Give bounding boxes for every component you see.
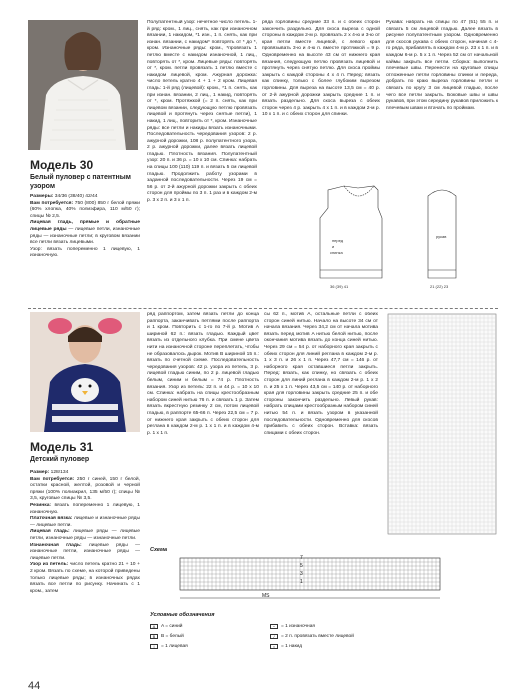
legend-item	[150, 634, 184, 640]
m31-face-value: лицевые ряды — лицевые петли, изнаночные ряды — изнаночные петли.	[30, 529, 140, 541]
sizes-value: 34/36 (38/40) 42/44	[53, 194, 98, 199]
legend-symbol: B	[150, 634, 158, 639]
legend-text: = 1 накид	[281, 644, 303, 649]
m31-col2-text: ряд раппортом, затем вязать петли до конца раппорта, заканчивать петлями после раппорта и 1 кром. Повторить с 1-го по 7-й р. Мотив A шириной 62 п.: вязать гладью. Каждый цвет вязать из отдельного клубка. При смене цвета нити на изнаночной стороне переплетать, чтобы не образовалось дырок. Мотив B шириной 15 п.: вязать по счетной схеме. Последовательность чередования узоров: 42 р. узора из петель, 3 р. лицевой гладью синим, по 2 р. лицевой гладью белым, синим и белым = 74 р. Плотность вязания. Узор из петель: 22 п. и 44 р. = 10 х 10 см. Спинка: набрать на спицы крестообразным набором синей нитью 76 п. и связать 1 р. Затем вязать вкрестную резинку 2 см, потом лицевой гладью, в раппорте 65-66 п. Через 22,5 см = 7 р. от нижнего края закрыть с обеих сторон для реглана в каждом 2-м р. 1 х 1 п. и в каждом 4-м р. 1 х 1 п.	[147, 312, 259, 436]
model-30-patterns	[300, 178, 500, 300]
legend-text: = 1 изнаночная	[281, 624, 315, 629]
col2-text: Полупатентный узор: нечетное число петель. 1-й ряд: кром., 1 лиц., снять, как при изнаночном вязании, 1 накидом, *1 изн., 1 п. снять, как при изнан. вязании, с накидом* повторять от * до *, кром. Изнаночные ряды: кром., *провязать 1 петлю вместе с накидом изнаночной, 1 лиц., повторять от *, кром. Лицевые ряды: повторять от *, кром. петли провязать 1 петлю вместе с накидом лицевой, кром. Ажурная дорожка: число петель кратно 4 + 1 + 2 кром. Лицевая гладь: 1-й ряд (лицевой): кром., *1 п. снять, как при изнан. вязании, 2 лиц., 1 накид, повторять от *, кром. Протяжкой (= 2 п. снять, как при лицевом вязании, следующую петлю провязать лицевой и протянуть через снятые петли), 1 накид, 1 лиц., повторить от *, кром. Изнаночные ряды: все петли и накиды вязать изнаночными. Последовательность чередования узоров: 2 р. ажурной дорожки, 108 р. полупатентного узора, 2 р. ажурной дорожки, далее вязать лицевой гладью. Плотность вязания. Полупатентный узор: 20 п. и 36 р. = 10 х 10 см. Спинка: набрать на спицы 100 (110) 119 п. и вязать 5 см лицевой гладью. Продолжить работу узорами в заданной последовательности. Через 19 см = 56 р. от 2-й ажурной дорожки закрыть с обеих сторон для проймы по 3 п. 1 раз и в каждом 2-м р. 3 х 2 п. и 3 х 1 п.	[147, 20, 257, 204]
m31-inv-label: Изнаночная гладь:	[30, 542, 82, 548]
col3-text: ряда горловины средние 33 п. и с обеих сторон закончить раздельно. Для скоса выреза с одной стороны в каждом 2-м р. провязать 2 х 4-ю и 3-ю от края петли вместе лицевой, с левого края провязывать 3-ю и 4-ю п. вместе протяжкой = 9 р. Одновременно на высоте 43 см от нижнего края вязания, следующую петлю провязать лицевой и протянуть через снятую петлю. Для скоса проймы закрыть с каждой стороны 4 х 4 п. Перед: вязать как спинку, только с более глубоким вырезом горловины. Для выреза на высоте 13,5 см = 40 р. от 2-й ажурной дорожки закрыть средние 1 п. и вязать раздельно. Для скоса выреза с обеих сторон через 4 р. закрыть 4 х 1 п. и в каждом 2-м р. 10 х 1 п. и с обеих сторон для спинки.	[262, 20, 380, 118]
legend-symbol: /	[270, 634, 278, 639]
model-31-col3	[264, 312, 378, 538]
legend-symbol: ○	[270, 644, 278, 649]
schema-title: Схема	[150, 547, 168, 553]
m31-pat-label: Узор из петель:	[30, 562, 69, 568]
legend-item	[270, 624, 315, 630]
m31-need-value: 250 г синей, 150 г белой, остатки красной, желтой, розовой и черной пряжи (100% полиакрил, 135 м/50 г); спицы № 3,5, круговые спицы № 3,5.	[30, 476, 140, 502]
legend-text: A = синий	[161, 624, 183, 629]
face-value: — лицевые петли, изнаночные ряды — изнаночные петли; в круговом вязании все петли вязать лицевыми.	[30, 226, 140, 246]
stitch-schema	[150, 556, 470, 606]
col4-text: Рукава: набрать на спицы по 47 (51) 55 п. и связать 5 см лицевой гладью. Далее вязать в рисунке полупатентным узором. Одновременно для скосов рукава с обеих сторон, начиная с 4-го ряда, прибавлять в каждом 4-м р. 23 х 1 п. и в каждом 6-м р. 5 х 1 п. Через 52 см от начальной каймы закрыть все петли. Сборка: выполнить плечевые швы. Перенести на круговые спицы отложенные петли горловины спинки и переда, добрать по краю выреза горловины петли и связать по кругу 3 см лицевой гладью, после чего все петли закрыть. Боковые швы и швы рукавов, при этом середину рукавов приложить к плечевым швам и втачать по проймам.	[386, 20, 498, 111]
m31-stock-value: лицевые и изнаночные ряды — лицевые петли.	[30, 516, 140, 528]
legend-title: Условные обозначения	[150, 612, 215, 618]
model-30-subtitle: Белый пуловер с патентным узором	[30, 174, 131, 190]
m31-pat-value: число петель кратно 21 + 10 + 2 кром. Вязать по схеме, на которой приведены только лицевые ряды; в изнаночных рядах вязать все петли по рисунку. Начинать с 1 кром., затем	[30, 562, 140, 594]
legend-text: = 1 лицевая	[161, 644, 188, 649]
legend-item	[270, 644, 302, 650]
row-label-7: 7	[300, 555, 303, 561]
m31-stock-label: Платочная вязка:	[30, 516, 73, 522]
svg-text:спинка: спинка	[330, 250, 343, 255]
legend-item	[150, 624, 183, 630]
model-31-col1	[30, 470, 140, 670]
rib-text: Узор: вязать попеременно 1 лицевую, 1 изнаночную.	[30, 246, 140, 259]
svg-text:рукав: рукав	[436, 234, 447, 239]
model-30-photo	[28, 20, 138, 150]
legend-symbol: |	[150, 644, 158, 649]
need-value: 750 (800) 850 г белой пряжи (60% хлопка, 40% полиэфира, 110 м/50 г); спицы № 2,5.	[30, 200, 140, 219]
legend-symbol: −	[270, 624, 278, 629]
m31-rib-value: вязать попеременно 1 лицевую, 1 изнаночную.	[30, 502, 140, 515]
legend-text: B = белый	[161, 634, 184, 639]
need-label: Вам потребуется:	[30, 200, 74, 206]
svg-text:и: и	[332, 244, 335, 249]
m31-rib-label: Резинка:	[30, 502, 52, 508]
model-30-col3	[262, 20, 380, 170]
svg-text:21 (22) 23: 21 (22) 23	[430, 284, 449, 289]
model-31-title: Модель 31	[30, 440, 94, 454]
face-label: Лицевая гладь, прямые и обратные лицевые ряды	[30, 220, 140, 232]
legend-item	[150, 644, 188, 650]
ms-label: MS	[262, 593, 270, 599]
m31-inv-value: лицевые ряды — изнаночные петли, изнаночные ряды — лицевые петли.	[30, 542, 140, 561]
svg-text:перед: перед	[332, 238, 344, 243]
page-number: 44	[28, 680, 41, 692]
model-30-col1	[30, 194, 140, 304]
model-31-photo	[30, 312, 140, 432]
legend-item	[270, 634, 354, 640]
m31-sizes-value: 128/134	[49, 470, 69, 475]
row-label-3: 3	[300, 571, 303, 577]
model-31-motif-chart	[386, 312, 498, 536]
girl-pullover-image	[30, 312, 140, 432]
row-label-5: 5	[300, 563, 303, 569]
legend-text: = 2 п. провязать вместе лицевой	[281, 634, 354, 639]
model-31-subtitle: Детский пуловер	[30, 456, 90, 463]
section-divider	[28, 308, 498, 309]
sizes-label: Размеры:	[30, 194, 54, 199]
model-30-title: Модель 30	[30, 158, 94, 172]
row-label-1: 1	[300, 579, 303, 585]
model-30-col4	[386, 20, 498, 170]
m31-col3-text: сы 62 п., мотив A, остальные петли с обеих сторон синей нитью. Начало на высоте 34 см от начала вязания. Через 34,2 см от начала мотива вязать перед мотив A нитью белой нитью, после окончания мотива вязать до конца синей нитью. Через 29 см = 54 р. от наборного края закрыть с обеих сторон для линий реглана в каждом 2-м р. 1 х 3 п. и 26 х 1 п. Через 47,7 см = 146 р. от наборного края оставшиеся петли закрыть. Перед: вязать, как спинку, но связать с обеих сторон для линий реглана в каждом 2-м р. 1 х 2 п. и 25 х 1 п. Через 43,5 см = 140 р. от наборного края для горловины закрыть средние 25 п. и обе стороны закончить раздельно. Левый рукав: набрать спицами крестообразным набором синей нитью 54 п. и вязать узором в указанной последовательности. Одновременно для скосов прибавить с обеих сторон. Вставка: вязать спицами с обеих сторон.	[264, 312, 378, 436]
model-30-col2	[147, 20, 257, 302]
model-31-col2	[147, 312, 259, 538]
m31-sizes-label: Размер:	[30, 470, 50, 475]
woman-sweater-image	[28, 20, 138, 150]
svg-text:36 (39) 41: 36 (39) 41	[330, 284, 349, 289]
m31-need-label: Вам потребуется:	[30, 476, 75, 482]
m31-face-label: Лицевая гладь:	[30, 529, 70, 535]
legend-symbol: A	[150, 624, 158, 629]
